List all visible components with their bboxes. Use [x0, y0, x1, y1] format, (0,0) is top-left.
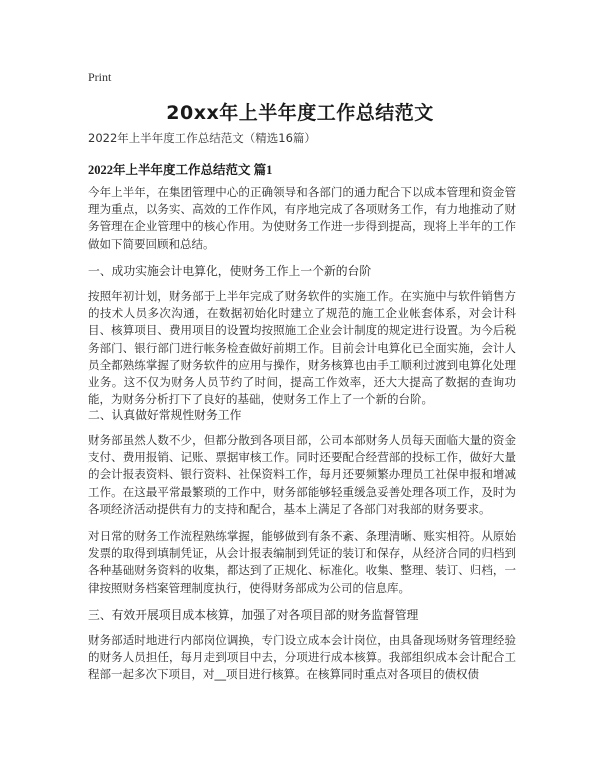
paragraph-one: 按照年初计划，财务部于上半年完成了财务软件的实施工作。在实施中与软件销售方的技术人员多次沟通，在数据初始化时建立了规范的施工企业帐套体系，对会计科目、核算项目、费用项目的设置均按照施工企业会计制度的规定进行设置。为今后税务部门、银行部门进行帐务检查做好前期工作。目前会计电算化已全面实施，会计人员全都熟练掌握了财务软件的应用与操作，财务核算也由手工顺利过渡到电算化处理业务。这不仅为财务人员节约了时间，提高工作效率，还大大提高了数据的查询功能，为财务分析打下了良好的基础，使财务工作上了一个新的台阶。 [88, 289, 516, 407]
print-link[interactable]: Print [88, 70, 112, 84]
heading-two: 二、认真做好常规性财务工作 [88, 408, 242, 422]
paragraph-four: 财务部适时地进行内部岗位调换，专门设立成本会计岗位，由具备现场财务管理经验的财务人员担任，每月走到项目中去，分项进行成本核算。我部组织成本会计配合工程部一起多次下项目，对__项目进行核算。在核算同时重点对各项目的债权债 [88, 633, 516, 682]
intro-paragraph: 今年上半年，在集团管理中心的正确领导和各部门的通力配合下以成本管理和资金管理为重点，以务实、高效的工作作风，有序地完成了各项财务工作，有力地推动了财务管理在企业管理中的核心作用。为使财务工作进一步得到提高，现将上半年的工作做如下简要回顾和总结。 [88, 185, 516, 251]
paragraph-three: 对日常的财务工作流程熟练掌握，能够做到有条不紊、条理清晰、账实相符。从原始发票的取得到填制凭证，从会计报表编制到凭证的装订和保存，从经济合同的归档到各种基础财务资料的收集，都达到了正规化、标准化。收集、整理、装订、归档，一律按照财务档案管理制度执行，使得财务部成为公司的信息库。 [88, 529, 516, 595]
document-subtitle: 2022年上半年度工作总结范文（精选16篇） [88, 131, 316, 145]
heading-three: 三、有效开展项目成本核算，加强了对各项目部的财务监督管理 [88, 608, 419, 622]
paragraph-two: 财务部虽然人数不少，但都分散到各项目部，公司本部财务人员每天面临大量的资金支付、费用报销、记账、票据审核工作。同时还要配合经营部的投标工作，做好大量的会计报表资料、银行资料、社保资料工作，每月还要频繁办理员工社保申报和增减工作。在这最平常最繁琐的工作中，财务部能够轻重缓急妥善处理各项工作，及时为各项经济活动提供有力的支持和配合，基本上满足了各部门对我部的财务要求。 [88, 433, 516, 516]
heading-one: 一、成功实施会计电算化，使财务工作上一个新的台阶 [88, 264, 372, 278]
page-title: 20xx年上半年度工作总结范文 [166, 102, 434, 124]
section-title: 2022年上半年度工作总结范文 篇1 [88, 163, 273, 177]
